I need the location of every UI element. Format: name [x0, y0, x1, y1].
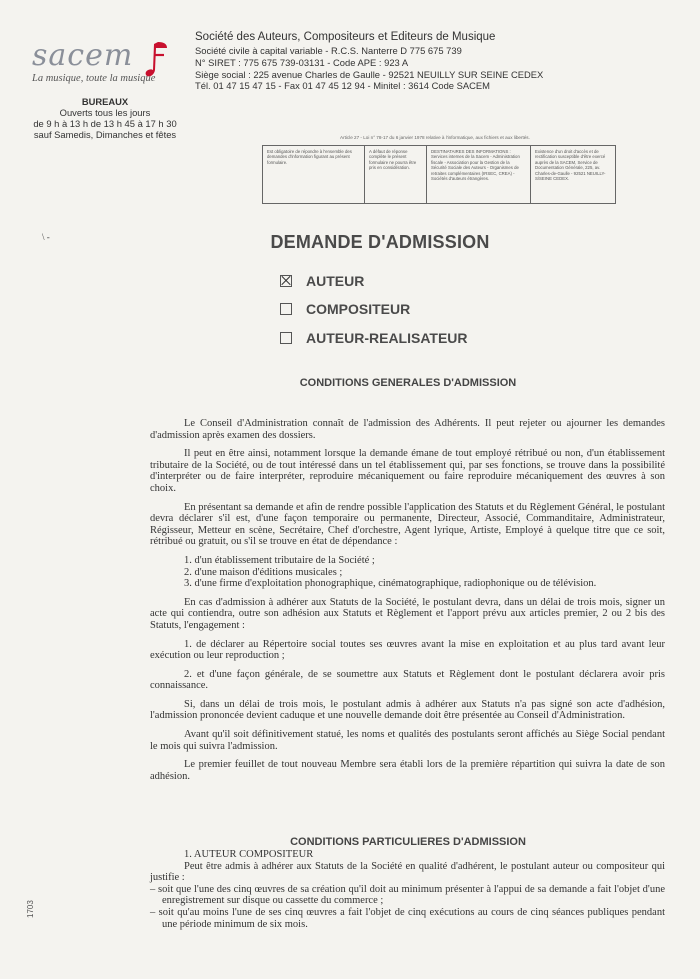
dependance-list — [184, 555, 665, 590]
company-line: N° SIRET : 775 675 739-03131 - Code APE : 923 A — [195, 56, 409, 68]
subheading: 1. AUTEUR COMPOSITEUR — [184, 849, 314, 860]
option-label: COMPOSITEUR — [306, 301, 411, 317]
option-label: AUTEUR-REALISATEUR — [306, 330, 468, 346]
legal-cell: A défaut de réponse complète le présent formulaire ne pourra être pris en considération. — [365, 146, 427, 203]
margin-mark: \ - — [42, 232, 50, 242]
paragraph: Avant qu'il soit définitivement statué, les noms et qualités des postulants seront affichés au Siège Social pendant le mois qui suivra l'admission. — [150, 729, 665, 752]
list-item: 1. d'un établissement tributaire de la Société ; — [184, 554, 375, 566]
page-title — [0, 232, 700, 253]
legal-cell: Est obligatoire de répondre à l'ensemble des demandes d'information figurant au présent formulaire. — [263, 146, 365, 203]
sacem-logo — [32, 40, 182, 90]
company-line: Tél. 01 47 15 47 15 - Fax 01 47 45 12 94 - Minitel : 3614 Code SACEM — [195, 80, 490, 92]
section-heading-text: CONDITIONS PARTICULIERES D'ADMISSION — [290, 836, 526, 848]
legal-cell: Existence d'un droit d'accès et de rectification susceptible d'être exercé auprès de la SACEM, Service de Documentation Générale, 225, av. Charles-de-Gaulle - 92521 NEUILLY-S/SEINE CEDEX. — [535, 149, 606, 182]
compositeur-checkbox[interactable] — [280, 303, 292, 315]
list-item: – soit qu'au moins l'une de ses cinq œuvres a fait l'objet de cinq exécutions au cours de cinq séances publiques pendant une période minimum de six mois. — [150, 906, 665, 930]
paragraph: Peut être admis à adhérer aux Statuts de la Société en qualité d'adhérent, le postulant auteur ou compositeur qui justifie : — [150, 860, 665, 884]
paragraph: Il peut en être ainsi, notamment lorsque la demande émane de tout employé rétribué ou non, d'un établissement tributaire de la Société, ou de tout intéressé dans un tel établissement qui, par ses fonctions, se trouve dans la possibilité d'interpréter ou de faire interpréter, reproduire mécaniquement ou faire reproduire mécaniquement des œuvres à son choix. — [150, 448, 665, 494]
legal-table — [262, 145, 616, 204]
conditions-particulieres-text — [150, 849, 665, 930]
office-hours — [10, 96, 200, 140]
office-hours-title: BUREAUX — [81, 96, 129, 107]
logo-tagline: La musique, toute la musique — [32, 73, 156, 84]
form-code: 1703 — [26, 900, 35, 918]
section-heading-generales — [0, 377, 700, 389]
paragraph: 1. de déclarer au Répertoire social toutes ses œuvres avant la mise en exploitation et au plus tard avant leur exécution ou leur reproduction ; — [150, 638, 665, 662]
page-title-text: DEMANDE D'ADMISSION — [270, 232, 490, 252]
paragraph: 2. et d'une façon générale, de se soumettre aux Statuts et Règlement dont le postulant déclarera avoir pris connaissance. — [150, 668, 665, 692]
auteur-checkbox[interactable] — [280, 275, 292, 287]
option-auteur[interactable] — [280, 273, 364, 289]
list-item: 2. d'une maison d'éditions musicales ; — [184, 566, 343, 578]
logo-wordmark: sacem — [32, 38, 134, 73]
office-hours-line: Ouverts tous les jours — [59, 107, 151, 118]
paragraph: En cas d'admission à adhérer aux Statuts de la Société, le postulant devra, dans un délai de trois mois, signer un acte qui contiendra, outre son adhésion aux Statuts et Règlement et l'apport prévu aux articles premier, 2 ou 2 bis des Statuts, l'engagement : — [150, 596, 665, 631]
company-name: Société des Auteurs, Compositeurs et Editeurs de Musique — [195, 31, 496, 43]
list-item: 3. d'une firme d'exploitation phonographique, cinématographique, radiophonique ou de télévision. — [184, 578, 597, 590]
company-line: Société civile à capital variable - R.C.S. Nanterre D 775 675 739 — [195, 45, 462, 56]
section-heading-particulieres — [0, 836, 700, 848]
option-compositeur[interactable] — [280, 301, 410, 317]
section-heading-text: CONDITIONS GENERALES D'ADMISSION — [299, 377, 517, 389]
legal-cell: DESTINATAIRES DES INFORMATIONS : Services internes de la Sacem - Administration fiscale - Association pour la Gestion de la Sécurité Sociale des Auteurs - Organismes de retraites complémentaires (IRSEC, CREA) - Sociétés d'auteurs étrangères. — [427, 146, 531, 203]
office-hours-line: sauf Samedis, Dimanches et fêtes — [33, 129, 177, 140]
auteur-realisateur-checkbox[interactable] — [280, 332, 292, 344]
option-auteur-realisateur[interactable] — [280, 330, 468, 346]
company-info — [195, 30, 544, 92]
list-item: – soit que l'une des cinq œuvres de sa création qu'il doit au minimum présenter à l'appui de sa demande a fait l'objet d'une enregistrement sur disque ou cassette du commerce ; — [150, 883, 665, 907]
office-hours-line: de 9 h à 13 h de 13 h 45 à 17 h 30 — [33, 118, 177, 129]
legal-note: Article 27 - Loi n° 78-17 du 6 janvier 1978 relative à l'informatique, aux fichiers et aux libertés. — [340, 135, 530, 140]
company-line: Siège social : 225 avenue Charles de Gaulle - 92521 NEUILLY SUR SEINE CEDEX — [195, 68, 544, 80]
conditions-generales-text — [150, 418, 665, 789]
paragraph: Le premier feuillet de tout nouveau Membre sera établi lors de la première répartition qui suivra la date de son adhésion. — [150, 759, 665, 782]
paragraph: En présentant sa demande et afin de rendre possible l'application des Statuts et du Règlement Général, le postulant devra déclarer s'il est, d'une façon temporaire ou permanente, Directeur, Associé, Commanditaire, Administrateur, Régisseur, Metteur en scène, Secrétaire, Chef d'orchestre, Agent lyrique, Artiste, Employé à quelque titre que ce soit, rétribué ou gratuit, ou s'il se trouve en état de dépendance : — [150, 501, 665, 548]
paragraph: Si, dans un délai de trois mois, le postulant admis à adhérer aux Statuts n'a pas signé son acte d'adhésion, l'admission prononcée devient caduque et une nouvelle demande doit être présentée au Conseil d'Administration. — [150, 698, 665, 722]
paragraph: Le Conseil d'Administration connaît de l'admission des Adhérents. Il peut rejeter ou ajourner les demandes d'admission après examen des dossiers. — [150, 418, 665, 441]
option-label: AUTEUR — [306, 273, 365, 289]
